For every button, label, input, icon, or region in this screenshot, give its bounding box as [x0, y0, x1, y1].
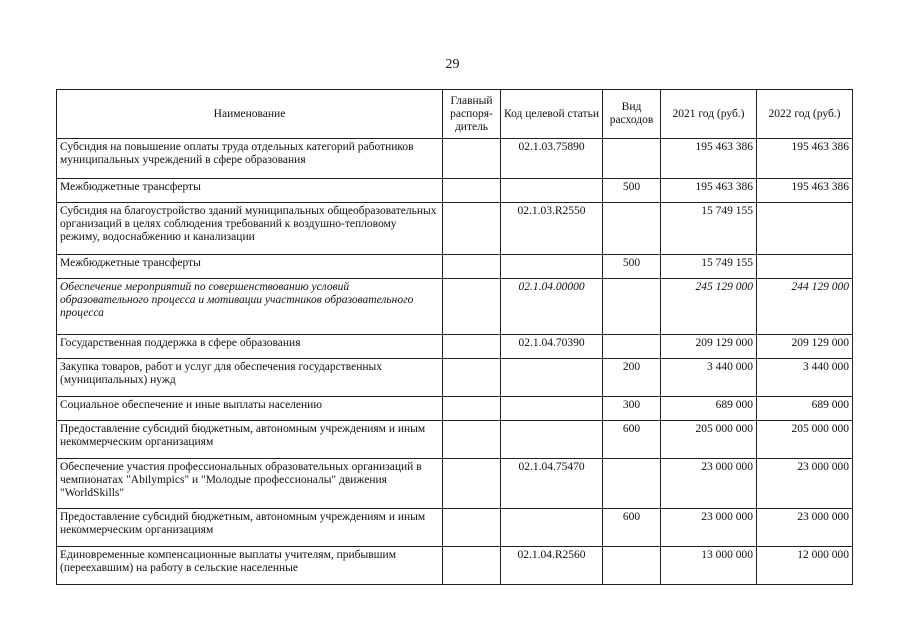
row-2022-cell: 689 000 — [757, 397, 853, 421]
row-2021-cell: 689 000 — [661, 397, 757, 421]
row-admin-cell — [443, 547, 501, 585]
row-type-cell — [603, 139, 661, 179]
row-name-cell: Межбюджетные трансферты — [57, 179, 443, 203]
row-2021-cell: 209 129 000 — [661, 335, 757, 359]
header-name: Наименование — [57, 90, 443, 139]
row-2021-cell: 15 749 155 — [661, 203, 757, 255]
row-type-cell: 500 — [603, 255, 661, 279]
row-code-cell: 02.1.03.75890 — [501, 139, 603, 179]
row-admin-cell — [443, 335, 501, 359]
row-2022-cell — [757, 203, 853, 255]
row-type-cell: 500 — [603, 179, 661, 203]
row-admin-cell — [443, 359, 501, 397]
row-admin-cell — [443, 421, 501, 459]
table-row — [57, 421, 853, 459]
row-type-cell: 200 — [603, 359, 661, 397]
row-2022-cell: 205 000 000 — [757, 421, 853, 459]
table-row — [57, 459, 853, 509]
table-body — [57, 139, 853, 585]
table-row — [57, 359, 853, 397]
row-2021-cell: 205 000 000 — [661, 421, 757, 459]
table-row — [57, 279, 853, 335]
header-2021: 2021 год (руб.) — [661, 90, 757, 139]
row-2022-cell: 23 000 000 — [757, 509, 853, 547]
row-code-cell — [501, 359, 603, 397]
row-admin-cell — [443, 279, 501, 335]
row-name-cell: Единовременные компенсационные выплаты учителям, прибывшим (переехавшим) на работу в сельские населенные — [57, 547, 443, 585]
row-admin-cell — [443, 509, 501, 547]
table-row — [57, 335, 853, 359]
row-code-cell: 02.1.04.00000 — [501, 279, 603, 335]
row-2021-cell: 13 000 000 — [661, 547, 757, 585]
row-code-cell — [501, 421, 603, 459]
header-code: Код целевой статьи — [501, 90, 603, 139]
table-row — [57, 203, 853, 255]
row-name-cell: Государственная поддержка в сфере образования — [57, 335, 443, 359]
row-code-cell — [501, 397, 603, 421]
table-row — [57, 547, 853, 585]
row-name-cell: Социальное обеспечение и иные выплаты населению — [57, 397, 443, 421]
row-code-cell: 02.1.03.R2550 — [501, 203, 603, 255]
row-type-cell: 600 — [603, 509, 661, 547]
row-type-cell — [603, 279, 661, 335]
row-code-cell — [501, 179, 603, 203]
row-name-cell: Предоставление субсидий бюджетным, автономным учреждениям и иным некоммерческим организациям — [57, 421, 443, 459]
table-row — [57, 139, 853, 179]
row-type-cell: 600 — [603, 421, 661, 459]
row-name-cell: Субсидия на повышение оплаты труда отдельных категорий работников муниципальных учреждений в сфере образования — [57, 139, 443, 179]
row-admin-cell — [443, 179, 501, 203]
row-type-cell — [603, 335, 661, 359]
row-2021-cell: 195 463 386 — [661, 139, 757, 179]
row-name-cell: Обеспечение мероприятий по совершенствованию условий образовательного процесса и мотивации участников образовательного процесса — [57, 279, 443, 335]
row-admin-cell — [443, 203, 501, 255]
row-2021-cell: 245 129 000 — [661, 279, 757, 335]
row-admin-cell — [443, 459, 501, 509]
row-type-cell — [603, 547, 661, 585]
row-type-cell — [603, 203, 661, 255]
row-2021-cell: 3 440 000 — [661, 359, 757, 397]
header-2022: 2022 год (руб.) — [757, 90, 853, 139]
row-name-cell: Обеспечение участия профессиональных образовательных организаций в чемпионатах "Abilympics" и "Молодые профессионалы" движения "WorldSkills" — [57, 459, 443, 509]
row-2022-cell: 12 000 000 — [757, 547, 853, 585]
row-name-cell: Субсидия на благоустройство зданий муниципальных общеобразовательных организаций в целях соблюдения требований к воздушно-тепловому режиму, водоснабжению и канализации — [57, 203, 443, 255]
row-name-cell: Предоставление субсидий бюджетным, автономным учреждениям и иным некоммерческим организациям — [57, 509, 443, 547]
row-code-cell: 02.1.04.75470 — [501, 459, 603, 509]
row-code-cell: 02.1.04.R2560 — [501, 547, 603, 585]
row-code-cell — [501, 509, 603, 547]
row-2022-cell: 195 463 386 — [757, 139, 853, 179]
row-name-cell: Закупка товаров, работ и услуг для обеспечения государственных (муниципальных) нужд — [57, 359, 443, 397]
row-2022-cell: 195 463 386 — [757, 179, 853, 203]
row-2022-cell: 3 440 000 — [757, 359, 853, 397]
row-2022-cell: 23 000 000 — [757, 459, 853, 509]
row-admin-cell — [443, 255, 501, 279]
table-row — [57, 509, 853, 547]
row-admin-cell — [443, 397, 501, 421]
row-2022-cell — [757, 255, 853, 279]
table-row — [57, 255, 853, 279]
row-type-cell — [603, 459, 661, 509]
row-2022-cell: 244 129 000 — [757, 279, 853, 335]
header-admin: Главный распоря-дитель — [443, 90, 501, 139]
row-2021-cell: 23 000 000 — [661, 459, 757, 509]
row-admin-cell — [443, 139, 501, 179]
row-2021-cell: 15 749 155 — [661, 255, 757, 279]
row-name-cell: Межбюджетные трансферты — [57, 255, 443, 279]
budget-table — [56, 89, 853, 585]
row-2021-cell: 195 463 386 — [661, 179, 757, 203]
table-header-row — [57, 90, 853, 139]
page-number: 29 — [445, 57, 460, 72]
row-code-cell: 02.1.04.70390 — [501, 335, 603, 359]
table-row — [57, 179, 853, 203]
header-type: Вид расходов — [603, 90, 661, 139]
row-2022-cell: 209 129 000 — [757, 335, 853, 359]
table-row — [57, 397, 853, 421]
row-code-cell — [501, 255, 603, 279]
row-2021-cell: 23 000 000 — [661, 509, 757, 547]
row-type-cell: 300 — [603, 397, 661, 421]
